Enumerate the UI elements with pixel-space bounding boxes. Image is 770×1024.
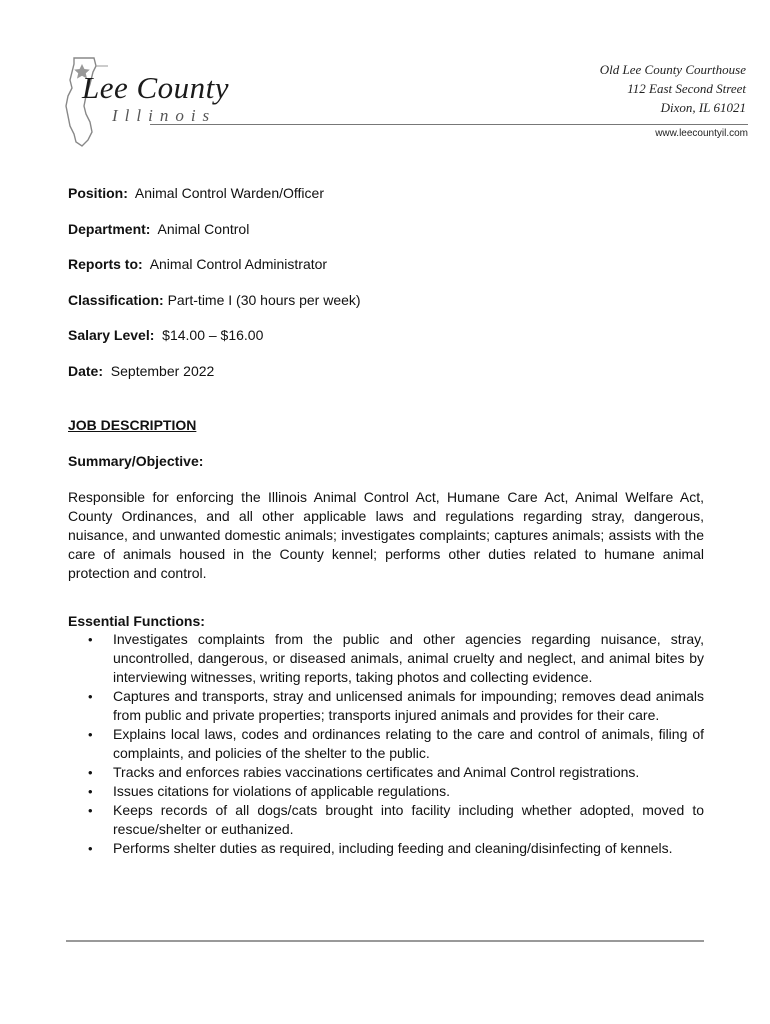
- county-logo: [60, 52, 240, 152]
- position-details: [68, 184, 708, 398]
- address-line: Dixon, IL 61021: [660, 100, 746, 115]
- summary-heading: Summary/Objective:: [68, 453, 204, 469]
- address-line: Old Lee County Courthouse: [599, 62, 746, 77]
- bullet-icon: •: [88, 803, 93, 818]
- field-value: $14.00 – $16.00: [162, 327, 264, 344]
- field-label: Salary Level:: [68, 327, 155, 344]
- list-item: [68, 839, 704, 858]
- field-value: Animal Control: [157, 220, 250, 237]
- list-item-text: Tracks and enforces rabies vaccinations certificates and Animal Control registrations.: [113, 764, 640, 780]
- list-item: [68, 630, 704, 687]
- list-item-text: Explains local laws, codes and ordinances relating to the care and control of animals, filing of complaints, and policies of the shelter to the public.: [113, 726, 704, 761]
- field-salary-level: [68, 326, 708, 362]
- field-value: Part-time I (30 hours per week): [167, 291, 361, 308]
- field-label: Department:: [68, 220, 151, 237]
- bullet-icon: •: [88, 784, 93, 799]
- field-label: Reports to:: [68, 256, 143, 273]
- job-description-heading: JOB DESCRIPTION: [68, 417, 197, 433]
- list-item-text: Performs shelter duties as required, including feeding and cleaning/disinfecting of kennels.: [113, 840, 673, 856]
- field-classification: [68, 291, 708, 327]
- logo-title: Lee County: [82, 70, 230, 105]
- list-item-text: Issues citations for violations of applicable regulations.: [113, 783, 450, 799]
- bullet-icon: •: [88, 765, 93, 780]
- field-value: Animal Control Warden/Officer: [134, 185, 324, 201]
- summary-text: Responsible for enforcing the Illinois Animal Control Act, Humane Care Act, Animal Welfare Act, County Ordinances, and all other applicable laws and regulations regarding stray, dangerous, nuisance, and unwanted domestic animals; investigates complaints; captures animals; assists with the care of animals housed in the County kennel; performs other duties related to humane animal protection and control.: [68, 489, 704, 581]
- list-item: [68, 801, 704, 839]
- header-divider: [150, 124, 748, 125]
- list-item-text: Keeps records of all dogs/cats brought into facility including whether adopted, moved to rescue/shelter or euthanized.: [113, 802, 704, 837]
- essential-functions-list: [68, 630, 704, 858]
- list-item: [68, 725, 704, 763]
- field-value: September 2022: [110, 362, 215, 379]
- list-item: [68, 687, 704, 725]
- field-date: [68, 362, 708, 398]
- bullet-icon: •: [88, 727, 93, 742]
- bullet-icon: •: [88, 841, 93, 856]
- address-line: 112 East Second Street: [627, 81, 746, 96]
- bullet-icon: •: [88, 632, 93, 647]
- footer-divider: [66, 940, 704, 942]
- field-label: Classification:: [68, 291, 164, 308]
- website-link[interactable]: www.leecountyil.com: [655, 128, 748, 139]
- list-item-text: Captures and transports, stray and unlicensed animals for impounding; removes dead animals from public and private properties; transports injured animals and provides for their care.: [113, 688, 704, 723]
- list-item: [68, 782, 704, 801]
- field-department: [68, 220, 708, 256]
- list-item: [68, 763, 704, 782]
- field-reports-to: [68, 255, 708, 291]
- essential-functions-heading: Essential Functions:: [68, 613, 205, 629]
- logo-subtitle: Illinois: [112, 106, 217, 125]
- courthouse-address: [600, 60, 746, 117]
- field-label: Position:: [68, 185, 128, 201]
- bullet-icon: •: [88, 689, 93, 704]
- list-item-text: Investigates complaints from the public and other agencies regarding nuisance, stray, uncontrolled, dangerous, or diseased animals, animal cruelty and neglect, and animal bites by interviewing witnesses, writing reports, taking photos and collecting evidence.: [113, 631, 704, 685]
- field-label: Date:: [68, 362, 104, 379]
- field-value: Animal Control Administrator: [149, 256, 328, 273]
- field-position: [68, 184, 708, 220]
